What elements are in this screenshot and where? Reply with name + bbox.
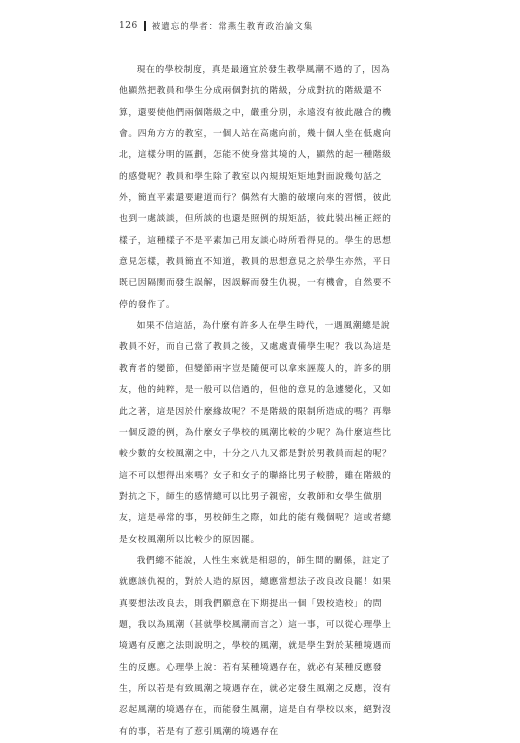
book-title: 被遺忘的學者：常燕生教育政治論文集 — [151, 22, 314, 32]
page-number: 126 — [119, 21, 138, 31]
header-divider-bar — [144, 21, 146, 31]
running-header — [119, 19, 439, 33]
body-text — [119, 60, 397, 743]
paragraph: 我們總不能說，人性生來就是相惡的，師生間的關係，註定了就應該仇視的，對於人造的原因，總應當想法子改良改良罷！如果真要想法改良去，則我們願意在下期提出一個「毀校造校」的問題，我以為風潮（甚就學校風潮而言之）這一事，可以從心理學上境遇有反應之法則說明之，學校的風潮，就是學生對於某種境遇而生的反應。心理學上說：若有某種境遇存在，就必有某種反應發生，所以若是有致風潮之境遇存在，就必定發生風潮之反應，沒有忍起風潮的境遇存在，而能發生風潮，這是自有學校以來，絕對沒有的事，若是有了惹引風潮的境遇存在 — [119, 555, 392, 737]
paragraph: 如果不信這話，為什麼有許多人在學生時代，一遇風潮總是說教員不好，而自己當了教員之後，又處處責備學生呢？我以為這是教育者的變節，但變節兩字豈是隨便可以拿來誣蔑人的，許多的朋友，他的純粹，是一般可以信過的，但他的意見的急遽變化，又如此之著，這是因於什麼緣故呢？不是階級的限制所造成的嗎？再舉一個反證的例，為什麼女子學校的風潮比較的少呢？為什麼這些比較少數的女校風潮之中，十分之八九又都是對於男教員而起的呢？這不可以想得出來嗎？女子和女子的聯絡比男子較勝，雖在階級的對抗之下，師生的感情總可以比男子親密，女教師和女學生做朋友，這是尋常的事，男校師生之際，如此的能有幾個呢？這或者總是女校風潮所以比較少的原因罷。 — [119, 321, 392, 545]
paragraph: 現在的學校制度，真是最適宜於發生教學風潮不過的了，因為他顯然把教員和學生分成兩個對抗的階級，分成對抗的階級還不算，還要使他們兩個階級之中，嚴重分別，永遠沒有彼此融合的機會。四角方方的教室，一個人站在高處向前，幾十個人坐在低處向北，這樣分明的區劃，怎能不使身當其境的人，顯然的起一種階級的感覺呢？教員和學生除了教室以內規規矩矩地對面說幾句話之外，簡直平素還要避道而行？偶然有大膽的破壞向來的習慣，彼此也到一處談談，但所談的也還是照例的規矩話，彼此裝出極正經的樣子，這種樣子不是平素加己用友談心時所看得見的。學生的思想意見怎樣，教員簡直不知道，教員的思想意見之於學生亦然，平日既已因隔閡而發生誤解，因誤解而發生仇視，一有機會，自然要不停的發作了。 — [119, 65, 392, 310]
